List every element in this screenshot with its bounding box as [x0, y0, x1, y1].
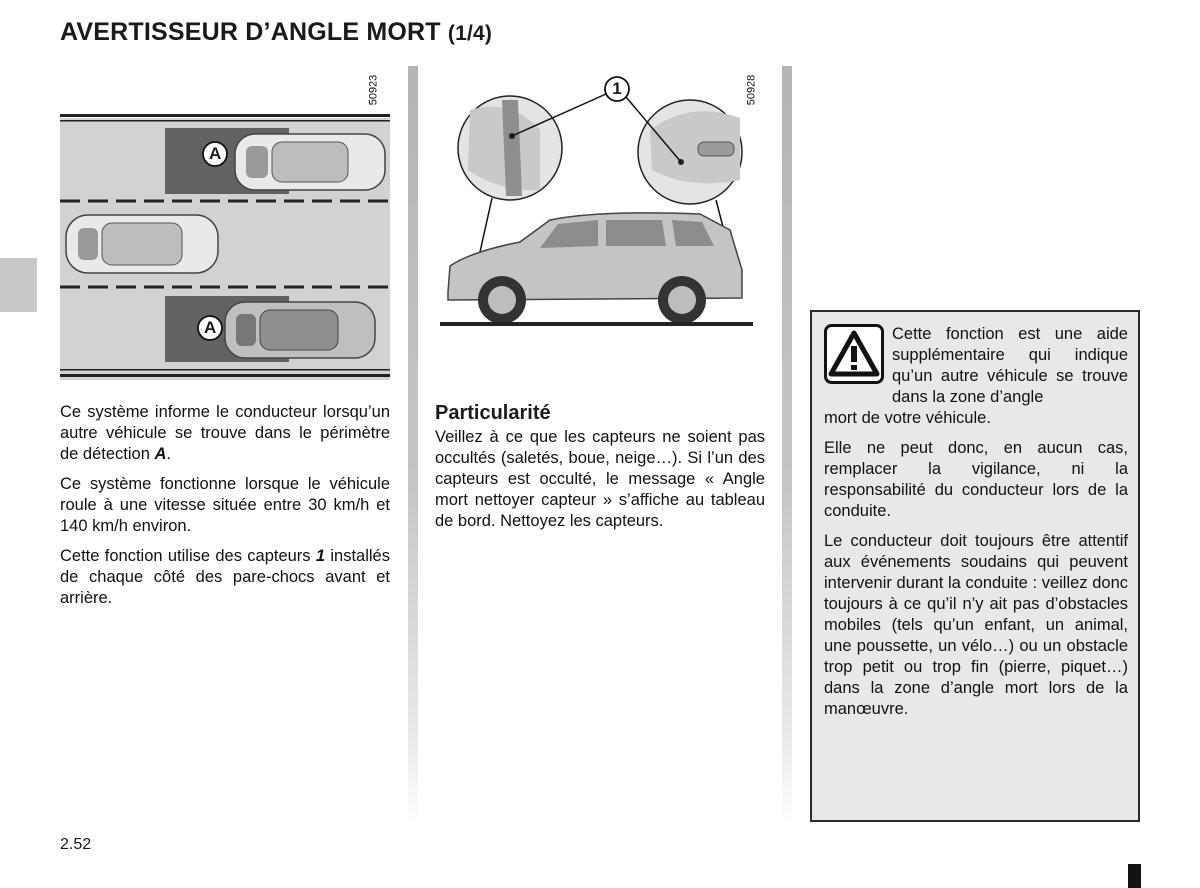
warning-paragraph-3: Le conducteur doit toujours être attentif aux événements soudains qui peuvent intervenir durant la conduite : veillez donc toujours à ce qu’il n’y ait pas d’obstacles mobiles (tels qu’un enfant, un animal, une poussette, un vélo…) ou un obstacle trop petit ou trop fin (pierre, piquet…) dans la zone d’angle mort lors de la manœuvre. [824, 532, 1128, 718]
sensor-ref-1: 1 [315, 547, 326, 565]
car-own [66, 215, 218, 273]
figure-number-left: 50923 [367, 74, 380, 106]
car-top-lane [235, 134, 385, 190]
column-separator-right [782, 66, 792, 826]
intro-text-end: . [166, 445, 172, 463]
label-a-bottom: A [204, 318, 217, 337]
speed-paragraph: Ce système fonctionne lorsque le véhicule roule à une vitesse située entre 30 km/h et 140 km/h environ. [60, 475, 390, 535]
warning-box [810, 310, 1140, 822]
label-a-top: A [209, 144, 222, 163]
sensors-text: Cette fonction utilise des capteurs [60, 547, 316, 565]
page-title-text: AVERTISSEUR D’ANGLE MORT [60, 18, 441, 46]
sensor-location-diagram [440, 70, 765, 340]
page-edge-marker [1128, 864, 1141, 888]
figure-number-right: 50928 [745, 74, 758, 106]
page-number: 2.52 [60, 836, 92, 853]
particularite-paragraph: Veillez à ce que les capteurs ne soient pas occultés (saletés, boue, neige…). Si l’un des capteurs est occulté, le message « Angle mort nettoyer capteur » s’affiche au tableau de bord. Nettoyez les capteurs. [435, 428, 765, 530]
intro-text: Ce système informe le conducteur lorsqu’un autre véhicule se trouve dans le périmètre de détection [60, 403, 390, 463]
page-title [60, 18, 492, 47]
intro-paragraph [60, 402, 390, 465]
zone-ref-a: A [154, 445, 167, 463]
sensor-illustration [440, 70, 765, 340]
callout-sensor-1: 1 [612, 79, 622, 98]
warning-paragraph-2: Elle ne peut donc, en aucun cas, remplacer la vigilance, ni la responsabilité du conducteur lors de la conduite. [824, 439, 1128, 520]
chapter-tab [0, 258, 37, 312]
warning-paragraph-1-rest: mort de votre véhicule. [824, 409, 991, 427]
sensors-paragraph [60, 546, 390, 609]
warning-icon [824, 324, 884, 384]
car-bottom-lane [225, 302, 375, 358]
blind-spot-diagram [60, 70, 392, 382]
sensors-text-end: installés de chaque côté des pare-chocs avant et arrière. [60, 547, 390, 607]
section-heading-particularite: Particularité [435, 402, 551, 424]
page-part-indicator: (1/4) [447, 22, 493, 45]
column-separator-left [408, 66, 418, 826]
blind-spot-illustration [60, 70, 392, 382]
warning-paragraph-1-first: Cette fonction est une aide supplémentaire qui indique qu’un autre véhicule se trouve dans la zone d’angle [892, 325, 1128, 406]
